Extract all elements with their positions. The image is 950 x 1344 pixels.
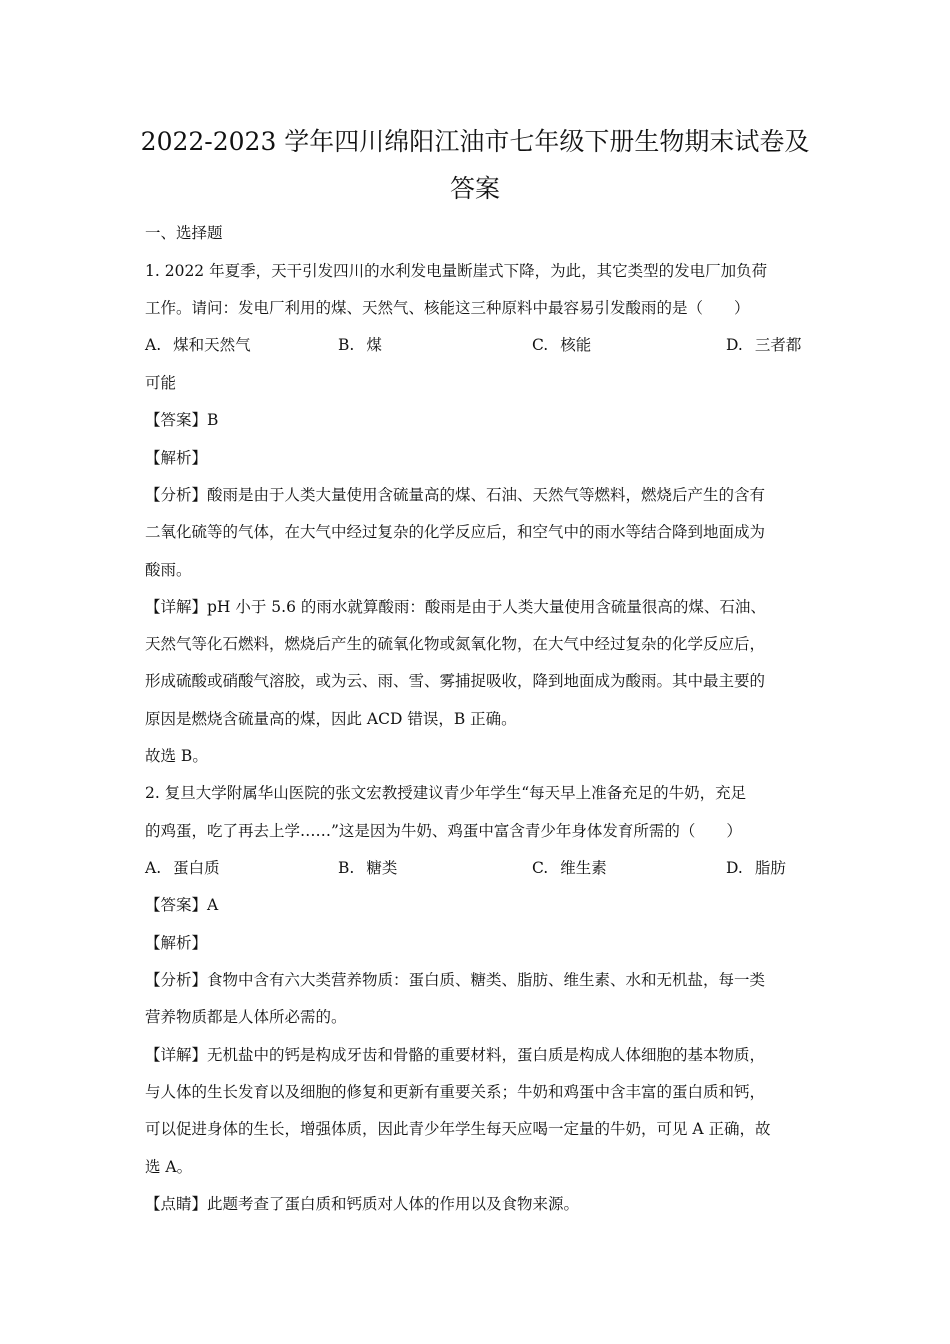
q2-answer: 【答案】A <box>145 896 219 914</box>
q2-option-c: C. 维生素 <box>532 859 607 877</box>
q2-detail-line-3: 可以促进身体的生长，增强体质，因此青少年学生每天应喝一定量的牛奶，可见 A 正确，故 <box>145 1120 771 1138</box>
q2-key-point: 【点睛】此题考查了蛋白质和钙质对人体的作用以及食物来源。 <box>145 1195 580 1213</box>
q1-analysis-line-1: 【分析】酸雨是由于人类大量使用含硫量高的煤、石油、天然气等燃料，燃烧后产生的含有 <box>145 486 766 504</box>
q2-detail-line-1: 【详解】无机盐中的钙是构成牙齿和骨骼的重要材料，蛋白质是构成人体细胞的基本物质， <box>145 1046 766 1064</box>
q1-analysis-line-2: 二氧化硫等的气体，在大气中经过复杂的化学反应后，和空气中的雨水等结合降到地面成为 <box>145 523 766 541</box>
q1-option-d-wrap: 可能 <box>145 374 177 392</box>
q1-detail-line-4: 原因是燃烧含硫量高的煤，因此 ACD 错误，B 正确。 <box>145 710 517 728</box>
q1-option-c: C. 核能 <box>532 336 592 354</box>
q2-options <box>145 857 810 879</box>
q1-detail-line-3: 形成硫酸或硝酸气溶胶，或为云、雨、雪、雾捕捉吸收，降到地面成为酸雨。其中最主要的 <box>145 672 766 690</box>
section-heading: 一、选择题 <box>145 224 223 242</box>
q2-stem-line-1: 2. 复旦大学附属华山医院的张文宏教授建议青少年学生“每天早上准备充足的牛奶，充足 <box>145 784 747 802</box>
q1-conclusion: 故选 B。 <box>145 747 208 765</box>
q1-stem-line-2: 工作。请问：发电厂利用的煤、天然气、核能这三种原料中最容易引发酸雨的是（ ） <box>145 299 750 317</box>
q1-options <box>145 334 810 356</box>
q2-analysis-line-2: 营养物质都是人体所必需的。 <box>145 1008 347 1026</box>
q1-option-b: B. 煤 <box>338 336 382 354</box>
q1-analysis-line-3: 酸雨。 <box>145 561 192 579</box>
q2-detail-line-2: 与人体的生长发育以及细胞的修复和更新有重要关系；牛奶和鸡蛋中含丰富的蛋白质和钙， <box>145 1083 766 1101</box>
q2-option-b: B. 糖类 <box>338 859 398 877</box>
q2-option-d: D. 脂肪 <box>726 859 786 877</box>
q1-jiexi-label: 【解析】 <box>145 449 208 467</box>
q1-option-a: A. 煤和天然气 <box>145 336 251 354</box>
q1-stem-line-1: 1. 2022 年夏季，天干引发四川的水利发电量断崖式下降，为此，其它类型的发电厂加负荷 <box>145 262 768 280</box>
q2-jiexi-label: 【解析】 <box>145 934 208 952</box>
q1-detail-line-1: 【详解】pH 小于 5.6 的雨水就算酸雨：酸雨是由于人类大量使用含硫量很高的煤、石油、 <box>145 598 766 616</box>
document-title-line-1: 2022-2023 学年四川绵阳江油市七年级下册生物期末试卷及 <box>140 127 810 156</box>
document-title-line-2: 答案 <box>449 174 500 203</box>
q2-stem-line-2: 的鸡蛋，吃了再去上学……”这是因为牛奶、鸡蛋中富含青少年身体发育所需的（ ） <box>145 822 742 840</box>
q2-detail-line-4: 选 A。 <box>145 1158 193 1176</box>
q1-option-d: D. 三者都 <box>726 336 802 354</box>
q2-option-a: A. 蛋白质 <box>145 859 220 877</box>
q1-detail-line-2: 天然气等化石燃料，燃烧后产生的硫氧化物或氮氧化物，在大气中经过复杂的化学反应后， <box>145 635 766 653</box>
q2-analysis-line-1: 【分析】食物中含有六大类营养物质：蛋白质、糖类、脂肪、维生素、水和无机盐，每一类 <box>145 971 766 989</box>
q1-answer: 【答案】B <box>145 411 219 429</box>
